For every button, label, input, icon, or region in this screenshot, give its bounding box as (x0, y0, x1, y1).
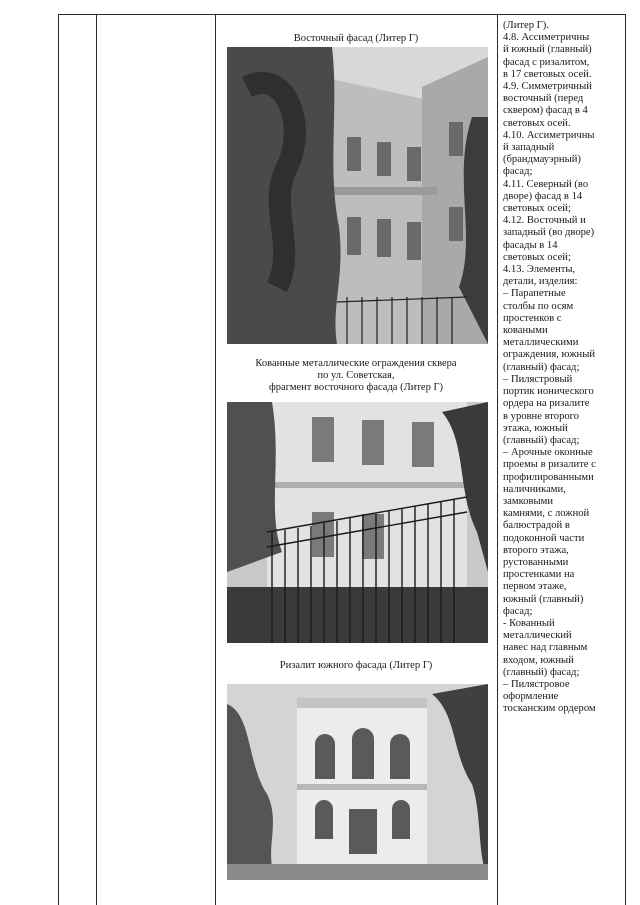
right-column-line: портик ионического (503, 386, 594, 398)
photo-caption-fence (216, 358, 496, 394)
right-column-line: (Литер Г). (503, 20, 549, 31)
right-column-line: й южный (главный) (503, 44, 592, 56)
right-column-line: в уровне второго (503, 410, 580, 422)
table-top-border (58, 14, 625, 15)
right-column-line: коваными (503, 325, 548, 337)
right-column-line: ограждения, южный (503, 349, 595, 361)
right-column-line: тосканским ордером (503, 703, 596, 715)
right-column-line: 4.11. Северный (во (503, 178, 589, 190)
right-column-line: камнями, с ложной (503, 508, 590, 520)
table-column-divider-3 (497, 14, 498, 905)
right-column-line: южный (главный) (503, 593, 584, 605)
table-border-left (58, 14, 59, 905)
right-column-line: балюстрадой в (503, 520, 570, 532)
table-border-right (625, 14, 626, 905)
right-column-line: металлический (503, 630, 572, 642)
right-column-line: 4.9. Симметричный (503, 81, 592, 93)
right-column-line: 4.8. Ассиметричны (503, 32, 590, 44)
right-column-line: сквером) фасад в 4 (503, 105, 588, 117)
photo-caption-east-facade: Восточный фасад (Литер Г) (293, 33, 419, 44)
right-column-line: подоконной части (503, 532, 585, 544)
right-column-line: фасад с ризалитом, (503, 56, 590, 68)
right-column-line: в 17 световых осей. (503, 68, 592, 80)
photo-caption-risalit: Ризалит южного фасада (Литер Г) (279, 660, 433, 671)
right-column-line: 4.10. Ассиметричны (503, 129, 595, 141)
right-column-line: й западный (503, 142, 555, 154)
right-column-line: западный (во дворе) (503, 227, 595, 239)
right-column-line: оформление (503, 691, 559, 703)
right-column-line: – Арочные оконные (503, 447, 593, 459)
right-column-line: металлическими (503, 337, 579, 349)
right-column-line: рустованными (503, 556, 569, 568)
table-column-divider-2 (215, 14, 216, 905)
photo-caption-fence-line-3: фрагмент восточного фасада (Литер Г) (268, 382, 444, 393)
right-column-line: дворе) фасад в 14 (503, 190, 583, 202)
right-column-line: фасад; (503, 166, 533, 178)
right-column-line: световых осей. (503, 117, 571, 129)
photo-risalit-south-facade (227, 684, 488, 880)
right-column-line: детали, изделия: (503, 276, 578, 288)
right-column-text (503, 20, 625, 716)
right-column-line: – Парапетные (503, 288, 566, 300)
right-column-line: профилированными (503, 471, 594, 483)
photo-fence-east-facade (227, 402, 488, 643)
right-column-line: простенков с (503, 312, 562, 324)
right-column-line: 4.12. Восточный и (503, 215, 586, 227)
right-column-line: первом этаже, (503, 581, 567, 593)
right-column-line: замковыми (503, 495, 553, 507)
right-column-line: входом, южный (503, 654, 574, 666)
right-column-line: ордера на ризалите (503, 398, 590, 410)
photo-caption-fence-line-1: Кованные металлические ограждения сквера (255, 358, 457, 369)
right-column-line: – Пилястровый (503, 373, 573, 385)
right-column-line: фасад; (503, 605, 533, 617)
right-column-line: столбы по осям (503, 300, 574, 312)
right-column-line: простенками на (503, 569, 575, 581)
right-column-line: наличниками, (503, 483, 566, 495)
right-column-line: (брандмауэрный) (503, 154, 581, 166)
right-column-line: второго этажа, (503, 544, 569, 556)
right-column-line: этажа, южный (503, 422, 568, 434)
right-column-line: 4.13. Элементы, (503, 264, 576, 276)
right-column-line: световых осей; (503, 251, 571, 263)
right-column-line: - Кованный (503, 617, 555, 629)
right-column-line: фасады в 14 (503, 239, 558, 251)
right-column-line: (главный) фасад; (503, 666, 580, 678)
photo-caption-fence-line-2: по ул. Советская, (317, 370, 395, 381)
table-column-divider-1 (96, 14, 97, 905)
right-column-line: навес над главным (503, 642, 588, 654)
right-column-line: восточный (перед (503, 93, 584, 105)
right-column-line: (главный) фасад; (503, 361, 580, 373)
right-column-line: (главный) фасад; (503, 434, 580, 446)
right-column-line: проемы в ризалите с (503, 459, 596, 471)
photo-east-facade (227, 47, 488, 344)
right-column-line: световых осей; (503, 203, 571, 215)
right-column-line: – Пилястровое (503, 678, 570, 690)
